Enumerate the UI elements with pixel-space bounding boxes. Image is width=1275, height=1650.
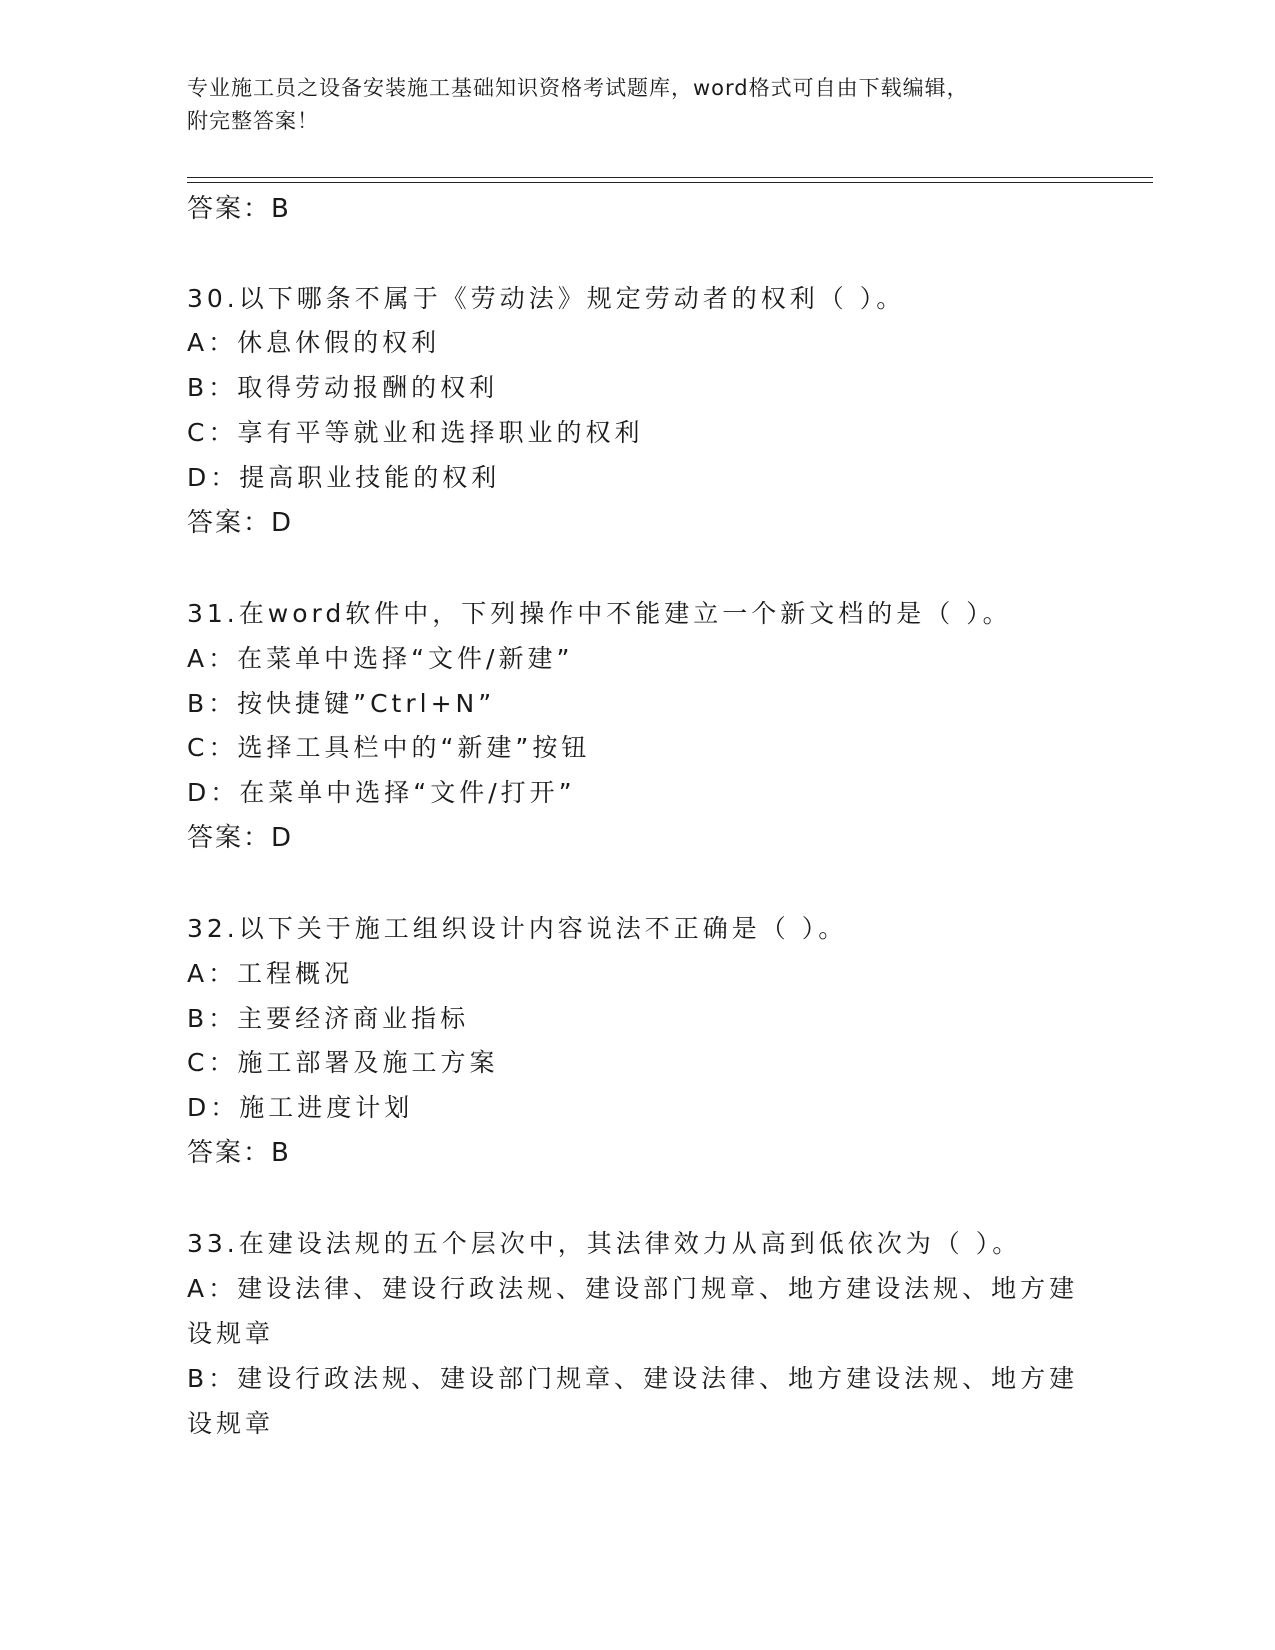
answer-line: 答案：D: [187, 508, 294, 538]
option-b: B：主要经济商业指标: [187, 1004, 470, 1033]
header-line-2: 附完整答案！: [187, 109, 319, 133]
option-a: A：在菜单中选择“文件/新建”: [187, 644, 574, 673]
option-b: B：建设行政法规、建设部门规章、建设法律、地方建设法规、地方建: [187, 1364, 1079, 1393]
header-line-1: 专业施工员之设备安装施工基础知识资格考试题库，word格式可自由下载编辑，: [187, 76, 969, 100]
question-30: 30.以下哪条不属于《劳动法》规定劳动者的权利（ ）。: [187, 284, 906, 313]
answer-line: 答案：B: [187, 194, 291, 224]
question-32: 32.以下关于施工组织设计内容说法不正确是（ ）。: [187, 914, 848, 943]
option-b: B：取得劳动报酬的权利: [187, 373, 499, 402]
option-b: B：按快捷键”Ctrl+N”: [187, 689, 496, 718]
option-b-continued: 设规章: [187, 1409, 275, 1438]
question-33: 33.在建设法规的五个层次中，其法律效力从高到低依次为（ ）。: [187, 1229, 1022, 1258]
option-d: D：在菜单中选择“文件/打开”: [187, 778, 576, 807]
option-a: A：工程概况: [187, 959, 354, 988]
document-header: [187, 72, 1067, 138]
answer-line: 答案：B: [187, 1138, 291, 1168]
option-c: C：施工部署及施工方案: [187, 1048, 499, 1077]
option-a: A：休息休假的权利: [187, 328, 441, 357]
question-31: 31.在word软件中，下列操作中不能建立一个新文档的是（ ）。: [187, 599, 1012, 628]
option-c: C：选择工具栏中的“新建”按钮: [187, 733, 591, 762]
option-d: D：施工进度计划: [187, 1093, 414, 1122]
option-a: A：建设法律、建设行政法规、建设部门规章、地方建设法规、地方建: [187, 1274, 1079, 1303]
header-divider-top: [187, 177, 1153, 178]
option-a-continued: 设规章: [187, 1319, 275, 1348]
option-c: C：享有平等就业和选择职业的权利: [187, 418, 644, 447]
header-divider-bottom: [187, 182, 1153, 183]
answer-line: 答案：D: [187, 823, 294, 853]
option-d: D：提高职业技能的权利: [187, 463, 501, 492]
